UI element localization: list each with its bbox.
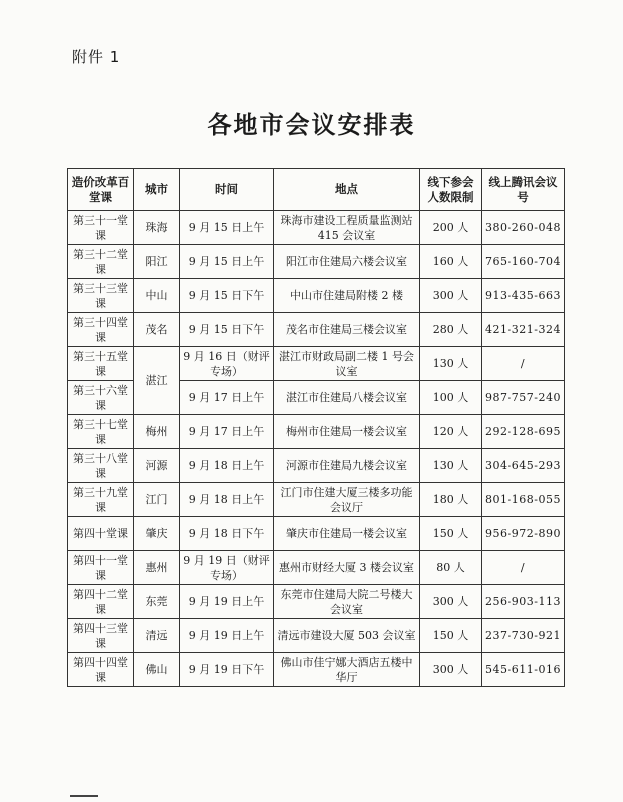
meeting-id-cell: 292-128-695: [482, 415, 565, 449]
city-cell: 佛山: [134, 653, 180, 687]
column-header: 造价改革百堂课: [68, 169, 134, 211]
location-cell: 河源市住建局九楼会议室: [274, 449, 420, 483]
location-cell: 佛山市佳宁娜大酒店五楼中华厅: [274, 653, 420, 687]
time-cell: 9 月 19 日（财评专场）: [180, 551, 274, 585]
limit-cell: 280 人: [420, 313, 482, 347]
location-cell: 湛江市住建局八楼会议室: [274, 381, 420, 415]
meeting-id-cell: 421-321-324: [482, 313, 565, 347]
meeting-id-cell: 913-435-663: [482, 279, 565, 313]
lesson-cell: 第四十三堂课: [68, 619, 134, 653]
column-header: 线下参会人数限制: [420, 169, 482, 211]
attachment-label: 附件 1: [72, 48, 121, 66]
limit-cell: 120 人: [420, 415, 482, 449]
limit-cell: 150 人: [420, 517, 482, 551]
time-cell: 9 月 17 日上午: [180, 415, 274, 449]
location-cell: 珠海市建设工程质量监测站 415 会议室: [274, 211, 420, 245]
meeting-id-cell: 987-757-240: [482, 381, 565, 415]
city-cell: 肇庆: [134, 517, 180, 551]
city-cell: 河源: [134, 449, 180, 483]
lesson-cell: 第三十七堂课: [68, 415, 134, 449]
meeting-id-cell: 304-645-293: [482, 449, 565, 483]
limit-cell: 80 人: [420, 551, 482, 585]
meeting-id-cell: /: [482, 551, 565, 585]
table-row: [68, 517, 565, 551]
table-row: [68, 653, 565, 687]
limit-cell: 300 人: [420, 279, 482, 313]
table-header-row: [68, 169, 565, 211]
city-cell: 清远: [134, 619, 180, 653]
table-row: [68, 483, 565, 517]
time-cell: 9 月 19 日下午: [180, 653, 274, 687]
table-row: [68, 585, 565, 619]
lesson-cell: 第三十三堂课: [68, 279, 134, 313]
table-row: [68, 449, 565, 483]
location-cell: 清远市建设大厦 503 会议室: [274, 619, 420, 653]
meeting-id-cell: 545-611-016: [482, 653, 565, 687]
city-cell: 湛江: [134, 347, 180, 415]
time-cell: 9 月 19 日上午: [180, 585, 274, 619]
city-cell: 珠海: [134, 211, 180, 245]
lesson-cell: 第四十堂课: [68, 517, 134, 551]
page-title: 各地市会议安排表: [207, 110, 416, 139]
meeting-id-cell: 256-903-113: [482, 585, 565, 619]
meeting-id-cell: 801-168-055: [482, 483, 565, 517]
column-header: 城市: [134, 169, 180, 211]
location-cell: 梅州市住建局一楼会议室: [274, 415, 420, 449]
column-header: 地点: [274, 169, 420, 211]
limit-cell: 300 人: [420, 585, 482, 619]
location-cell: 中山市住建局附楼 2 楼: [274, 279, 420, 313]
lesson-cell: 第三十六堂课: [68, 381, 134, 415]
table-row: [68, 245, 565, 279]
lesson-cell: 第三十九堂课: [68, 483, 134, 517]
location-cell: 茂名市住建局三楼会议室: [274, 313, 420, 347]
lesson-cell: 第三十四堂课: [68, 313, 134, 347]
location-cell: 阳江市住建局六楼会议室: [274, 245, 420, 279]
city-cell: 惠州: [134, 551, 180, 585]
meeting-id-cell: 380-260-048: [482, 211, 565, 245]
limit-cell: 300 人: [420, 653, 482, 687]
column-header: 线上腾讯会议号: [482, 169, 565, 211]
city-cell: 东莞: [134, 585, 180, 619]
meeting-id-cell: 237-730-921: [482, 619, 565, 653]
city-cell: 茂名: [134, 313, 180, 347]
location-cell: 惠州市财经大厦 3 楼会议室: [274, 551, 420, 585]
table-row: [68, 551, 565, 585]
limit-cell: 160 人: [420, 245, 482, 279]
location-cell: 东莞市住建局大院二号楼大会议室: [274, 585, 420, 619]
location-cell: 江门市住建大厦三楼多功能会议厅: [274, 483, 420, 517]
lesson-cell: 第三十八堂课: [68, 449, 134, 483]
limit-cell: 180 人: [420, 483, 482, 517]
lesson-cell: 第四十二堂课: [68, 585, 134, 619]
table-row: [68, 415, 565, 449]
time-cell: 9 月 15 日下午: [180, 313, 274, 347]
city-cell: 江门: [134, 483, 180, 517]
lesson-cell: 第三十五堂课: [68, 347, 134, 381]
city-cell: 梅州: [134, 415, 180, 449]
limit-cell: 150 人: [420, 619, 482, 653]
lesson-cell: 第四十四堂课: [68, 653, 134, 687]
limit-cell: 130 人: [420, 347, 482, 381]
lesson-cell: 第三十一堂课: [68, 211, 134, 245]
lesson-cell: 第四十一堂课: [68, 551, 134, 585]
table-row: [68, 619, 565, 653]
limit-cell: 100 人: [420, 381, 482, 415]
table-row: [68, 347, 565, 381]
time-cell: 9 月 17 日上午: [180, 381, 274, 415]
lesson-cell: 第三十二堂课: [68, 245, 134, 279]
time-cell: 9 月 15 日上午: [180, 211, 274, 245]
meeting-id-cell: 956-972-890: [482, 517, 565, 551]
time-cell: 9 月 18 日下午: [180, 517, 274, 551]
table-row: [68, 211, 565, 245]
time-cell: 9 月 18 日上午: [180, 449, 274, 483]
location-cell: 肇庆市住建局一楼会议室: [274, 517, 420, 551]
location-cell: 湛江市财政局副二楼 1 号会议室: [274, 347, 420, 381]
schedule-table: [67, 168, 565, 687]
limit-cell: 200 人: [420, 211, 482, 245]
time-cell: 9 月 16 日（财评专场）: [180, 347, 274, 381]
table-row: [68, 313, 565, 347]
table-row: [68, 279, 565, 313]
time-cell: 9 月 18 日上午: [180, 483, 274, 517]
time-cell: 9 月 15 日下午: [180, 279, 274, 313]
page-footer-mark: [70, 795, 98, 797]
limit-cell: 130 人: [420, 449, 482, 483]
meeting-id-cell: /: [482, 347, 565, 381]
city-cell: 阳江: [134, 245, 180, 279]
time-cell: 9 月 19 日上午: [180, 619, 274, 653]
time-cell: 9 月 15 日上午: [180, 245, 274, 279]
column-header: 时间: [180, 169, 274, 211]
meeting-id-cell: 765-160-704: [482, 245, 565, 279]
city-cell: 中山: [134, 279, 180, 313]
